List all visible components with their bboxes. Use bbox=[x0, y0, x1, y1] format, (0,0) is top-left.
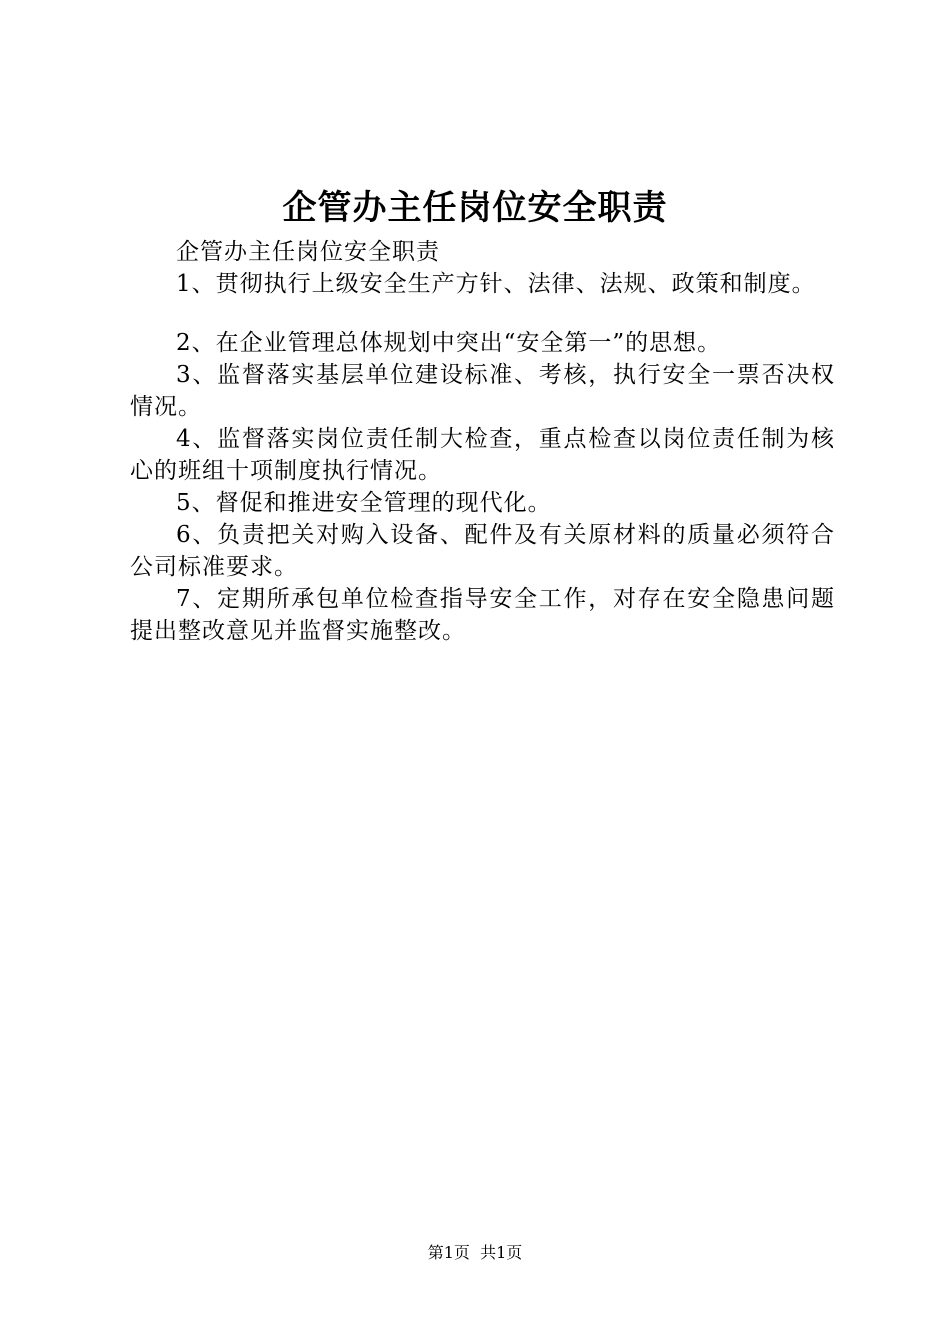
page-number: 第1页 bbox=[427, 1243, 470, 1262]
paragraph-item-2: 2、在企业管理总体规划中突出“安全第一”的思想。 bbox=[176, 330, 722, 356]
paragraph-item-6: 6、负责把关对购入设备、配件及有关原材料的质量必须符合公司标准要求。 bbox=[130, 522, 835, 580]
document-title: 企管办主任岗位安全职责 bbox=[282, 188, 668, 228]
paragraph-item-1: 1、贯彻执行上级安全生产方针、法律、法规、政策和制度。 bbox=[176, 271, 816, 297]
paragraph-item-3: 3、监督落实基层单位建设标准、考核，执行安全一票否决权情况。 bbox=[130, 362, 835, 420]
paragraph-item-7: 7、定期所承包单位检查指导安全工作，对存在安全隐患问题提出整改意见并监督实施整改。 bbox=[130, 586, 835, 644]
paragraph-heading: 企管办主任岗位安全职责 bbox=[176, 239, 440, 265]
page-footer bbox=[0, 1242, 950, 1264]
paragraph-item-4: 4、监督落实岗位责任制大检查，重点检查以岗位责任制为核心的班组十项制度执行情况。 bbox=[130, 426, 835, 484]
document-body bbox=[130, 236, 835, 647]
paragraph-item-5: 5、督促和推进安全管理的现代化。 bbox=[176, 490, 552, 516]
page-total: 共1页 bbox=[480, 1243, 523, 1262]
